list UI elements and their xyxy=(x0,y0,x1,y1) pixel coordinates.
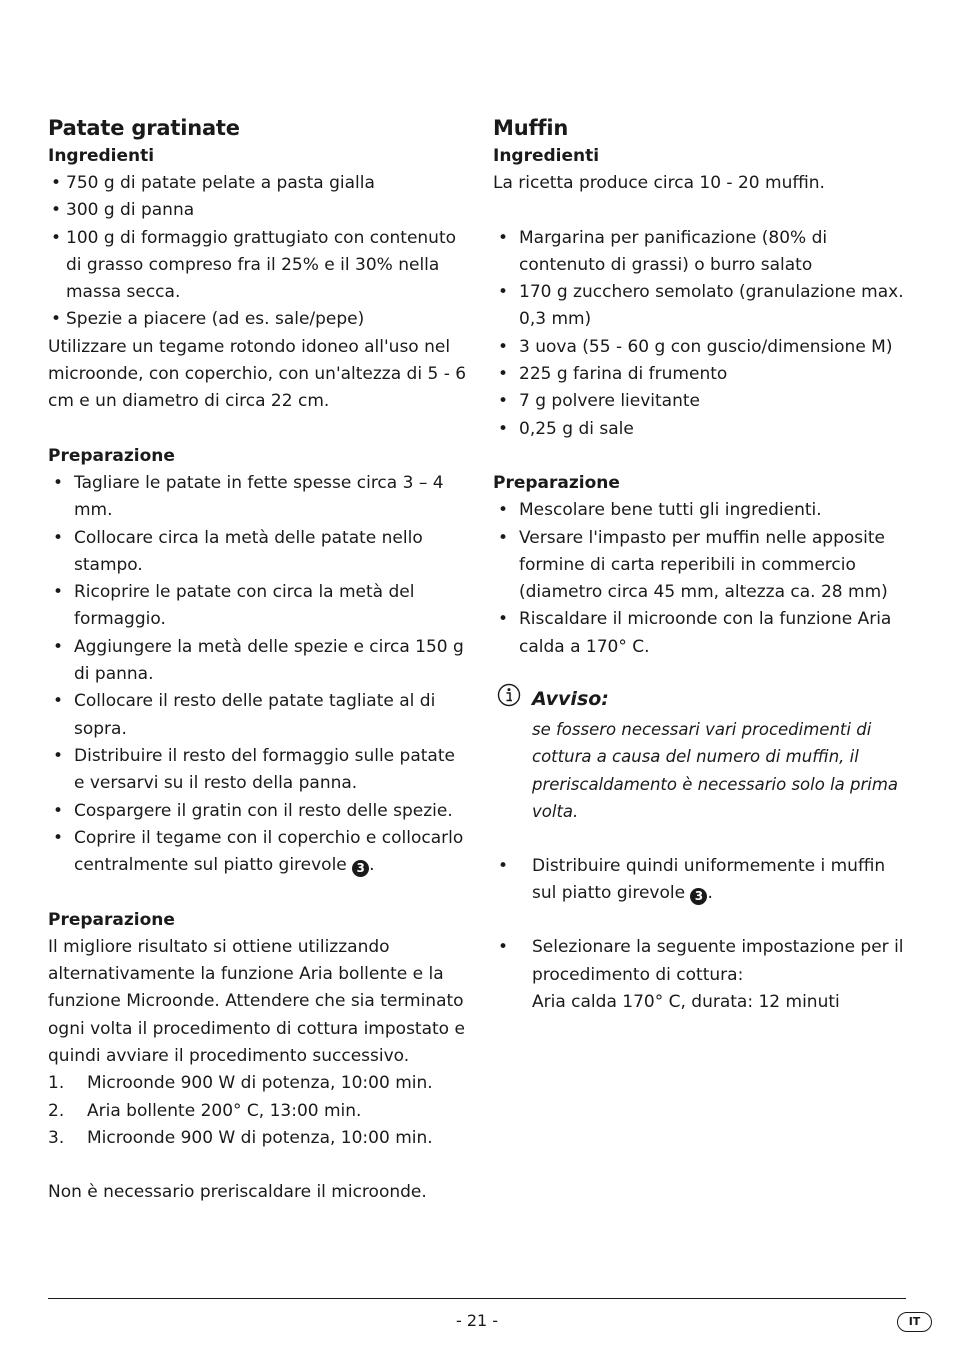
turntable-ref-badge: 3 xyxy=(352,860,369,877)
list-item: • Riscaldare il microonde con la funzione Aria calda a 170° C. xyxy=(493,606,908,661)
step-number: 2. xyxy=(48,1100,65,1121)
preparation-list xyxy=(493,497,908,661)
list-item: • 300 g di panna xyxy=(48,197,468,224)
list-item: • Collocare circa la metà delle patate nello stampo. xyxy=(48,525,468,580)
step-text: Microonde 900 W di potenza, 10:00 min. xyxy=(87,1073,433,1094)
list-item: • Coprire il tegame con il coperchio e collocarlo centralmente sul piatto girevole 3 . xyxy=(48,825,468,880)
list-item: • 100 g di formaggio grattugiato con contenuto di grasso compreso fra il 25% e il 30% nella massa secca. xyxy=(48,225,468,307)
list-item: • 7 g polvere lievitante xyxy=(493,388,908,415)
preparation-heading: Preparazione xyxy=(48,445,175,466)
final-steps-list xyxy=(493,934,908,1016)
step-number: 3. xyxy=(48,1127,65,1148)
ingredients-heading: Ingredienti xyxy=(48,146,155,166)
step-text: Microonde 900 W di potenza, 10:00 min. xyxy=(87,1127,433,1148)
ingredients-heading: Ingredienti xyxy=(493,146,600,166)
list-item: • Cospargere il gratin con il resto delle spezie. xyxy=(48,798,468,825)
list-item-text: Coprire il tegame con il coperchio e collocarlo centralmente sul piatto girevole xyxy=(74,827,464,876)
list-item: • Tagliare le patate in fette spesse circa 3 – 4 mm. xyxy=(48,470,468,525)
final-steps-list xyxy=(493,853,908,908)
list-item-text: Selezionare la seguente impostazione per il procedimento di cottura: xyxy=(532,937,904,985)
info-icon xyxy=(497,683,521,707)
notice-text: se fossero necessari vari procedimenti di cottura a causa del numero di muffin, il preriscaldamento è necessario solo la prima volta. xyxy=(532,720,899,821)
step-text: Aria bollente 200° C, 13:00 min. xyxy=(87,1100,362,1121)
preparation-paragraph: Il migliore risultato si ottiene utilizzando alternativamente la funzione Aria bollente e la funzione Microonde. Attendere che sia terminato ogni volta il procedimento di cottura impostato e quindi avviare il procedimento successivo. xyxy=(48,936,465,1066)
ingredients-list xyxy=(493,225,908,443)
list-item: • Spezie a piacere (ad es. sale/pepe) xyxy=(48,306,468,333)
list-item: • Collocare il resto delle patate tagliate al di sopra. xyxy=(48,688,468,743)
preparation-heading: Preparazione xyxy=(48,909,175,930)
list-item xyxy=(493,934,908,1016)
preparation-heading: Preparazione xyxy=(493,473,620,494)
recipe-title: Patate gratinate xyxy=(48,116,240,140)
recipe-title: Muffin xyxy=(493,116,569,140)
yield-text: La ricetta produce circa 10 - 20 muffin. xyxy=(493,173,825,193)
list-item: • Distribuire il resto del formaggio sulle patate e versarvi su il resto della panna. xyxy=(48,743,468,798)
list-item xyxy=(48,1098,468,1125)
list-item: • 750 g di patate pelate a pasta gialla xyxy=(48,170,468,197)
cookware-paragraph: Utilizzare un tegame rotondo idoneo all'uso nel microonde, con coperchio, con un'altezza di 5 - 6 cm e un diametro di circa 22 cm. xyxy=(48,336,467,412)
step-number: 1. xyxy=(48,1073,65,1094)
page-number: - 21 - xyxy=(455,1311,499,1330)
list-item: • 0,25 g di sale xyxy=(493,416,908,443)
list-item: • 225 g farina di frumento xyxy=(493,361,908,388)
cooking-steps-list xyxy=(48,1070,468,1152)
notice-title: Avviso: xyxy=(532,688,609,711)
right-column xyxy=(493,113,908,1016)
list-item: • Ricoprire le patate con circa la metà del formaggio. xyxy=(48,579,468,634)
list-item: • Aggiungere la metà delle spezie e circa 150 g di panna. xyxy=(48,634,468,689)
list-item: • Distribuire quindi uniformemente i muffin sul piatto girevole 3 . xyxy=(493,853,908,908)
list-item: • Versare l'impasto per muffin nelle apposite formine di carta reperibili in commercio (diametro circa 45 mm, altezza ca. 28 mm) xyxy=(493,525,908,607)
language-badge: IT xyxy=(897,1312,932,1332)
list-item xyxy=(48,1125,468,1152)
list-item-text: Distribuire quindi uniformemente i muffin sul piatto girevole xyxy=(532,855,886,903)
list-item: • Mescolare bene tutti gli ingredienti. xyxy=(493,497,908,524)
ingredients-list xyxy=(48,170,468,334)
list-item xyxy=(48,1070,468,1097)
preparation-list xyxy=(48,470,468,879)
cooking-setting: Aria calda 170° C, durata: 12 minuti xyxy=(532,992,840,1013)
footer-divider xyxy=(48,1298,906,1299)
list-item: • 3 uova (55 - 60 g con guscio/dimensione M) xyxy=(493,334,908,361)
list-item: • 170 g zucchero semolato (granulazione max. 0,3 mm) xyxy=(493,279,908,334)
preheat-note: Non è necessario preriscaldare il microonde. xyxy=(48,1182,427,1203)
turntable-ref-badge: 3 xyxy=(690,888,707,905)
left-column xyxy=(48,113,468,1207)
notice-header xyxy=(493,683,908,716)
list-item: • Margarina per panificazione (80% di contenuto di grassi) o burro salato xyxy=(493,225,908,280)
